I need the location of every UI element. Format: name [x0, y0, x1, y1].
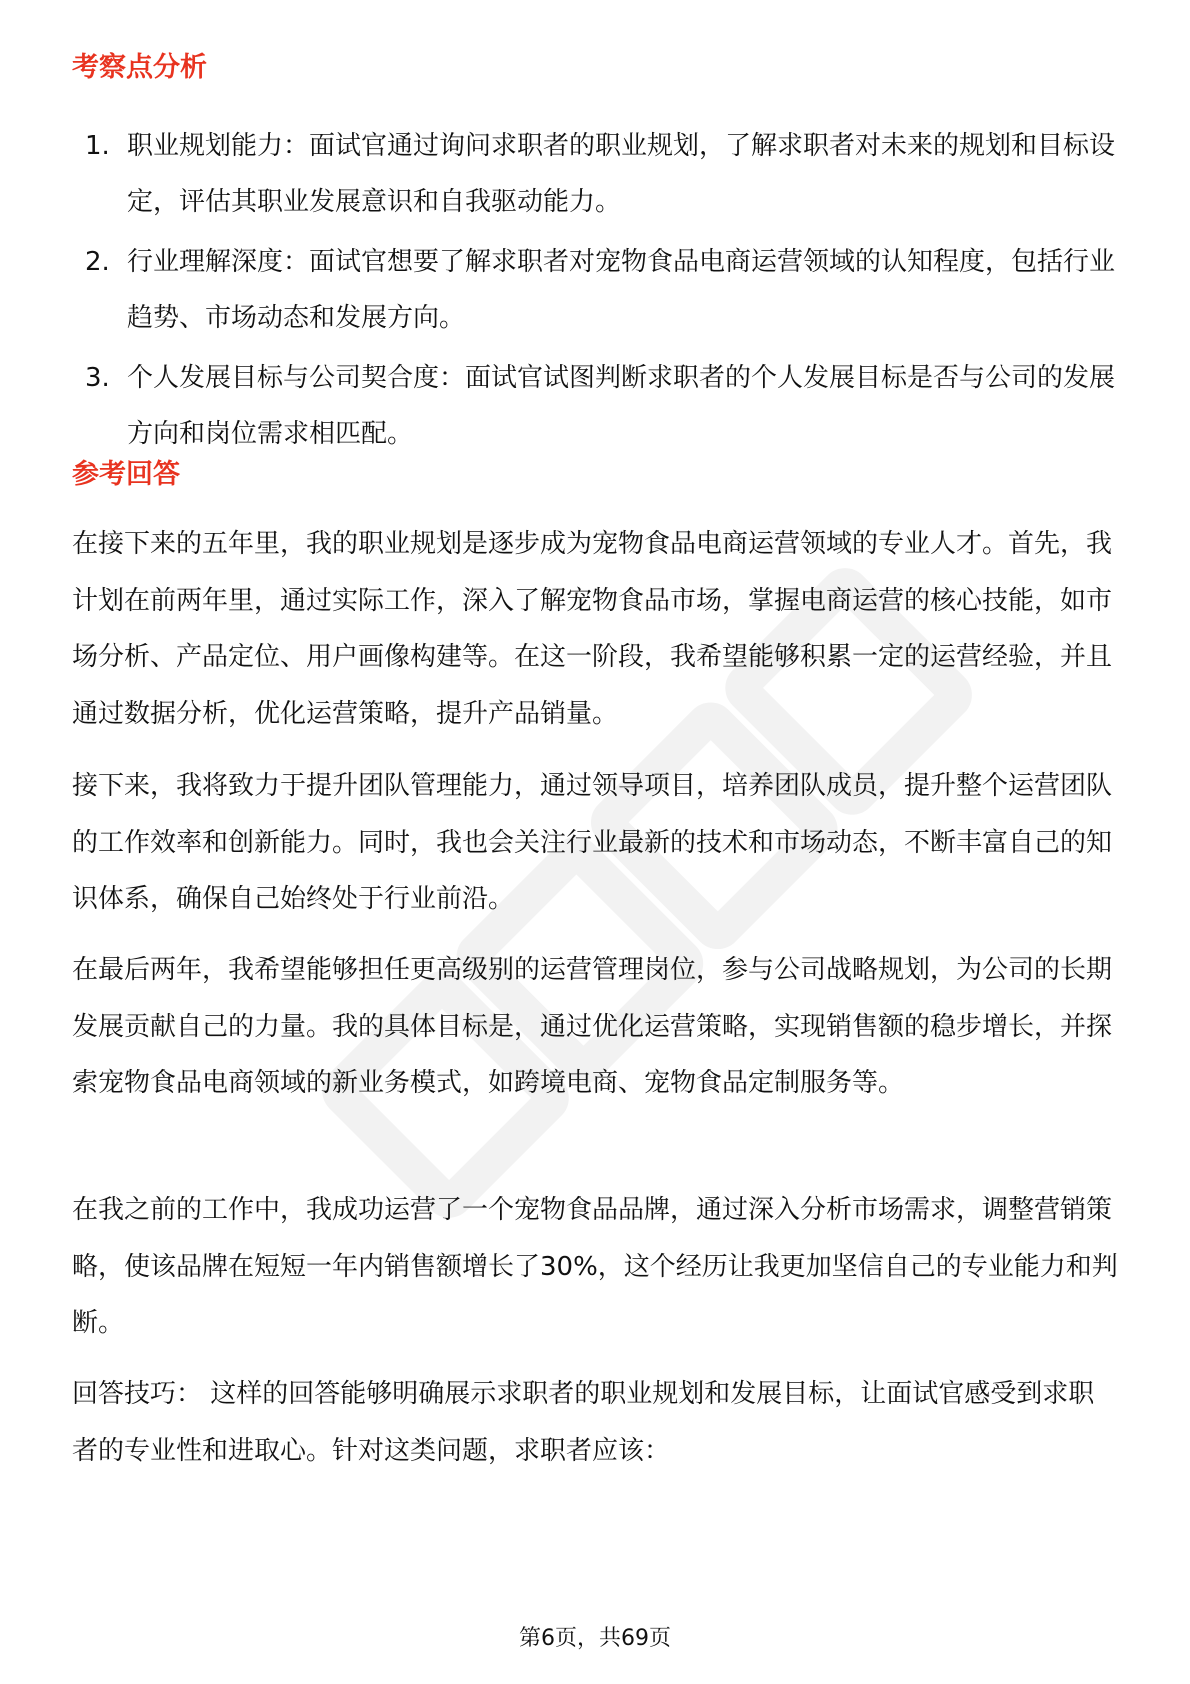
answer-section-title: 参考回答	[72, 459, 180, 490]
answer-paragraph: 接下来，我将致力于提升团队管理能力，通过领导项目，培养团队成员，提升整个运营团队的工作效率和创新能力。同时，我也会关注行业最新的技术和市场动态，不断丰富自己的知识体系，确保自己始终处于行业前沿。	[72, 771, 1113, 914]
answer-paragraph: 在最后两年，我希望能够担任更高级别的运营管理岗位，参与公司战略规划，为公司的长期发展贡献自己的力量。我的具体目标是，通过优化运营策略，实现销售额的稳步增长，并探索宠物食品电商领域的新业务模式，如跨境电商、宠物食品定制服务等。	[72, 955, 1113, 1098]
answer-paragraph: 在我之前的工作中，我成功运营了一个宠物食品品牌，通过深入分析市场需求，调整营销策略，使该品牌在短短一年内销售额增长了30%，这个经历让我更加坚信自己的专业能力和判断。	[72, 1195, 1118, 1338]
list-item	[85, 350, 1125, 462]
list-item-number: 3.	[85, 363, 110, 393]
list-item	[85, 118, 1125, 230]
list-item-text: 行业理解深度：面试官想要了解求职者对宠物食品电商运营领域的认知程度，包括行业趋势、市场动态和发展方向。	[127, 247, 1116, 333]
list-item-text: 职业规划能力：面试官通过询问求职者的职业规划，了解求职者对未来的规划和目标设定，评估其职业发展意识和自我驱动能力。	[127, 131, 1116, 217]
list-item	[85, 234, 1125, 346]
list-item-number: 1.	[85, 131, 110, 161]
page-number: 第6页，共69页	[519, 1626, 671, 1651]
answer-paragraph: 在接下来的五年里，我的职业规划是逐步成为宠物食品电商运营领域的专业人才。首先，我计划在前两年里，通过实际工作，深入了解宠物食品市场，掌握电商运营的核心技能，如市场分析、产品定位、用户画像构建等。在这一阶段，我希望能够积累一定的运营经验，并且通过数据分析，优化运营策略，提升产品销量。	[72, 529, 1113, 729]
answer-tips-paragraph: 回答技巧： 这样的回答能够明确展示求职者的职业规划和发展目标，让面试官感受到求职者的专业性和进取心。针对这类问题，求职者应该：	[72, 1379, 1095, 1466]
analysis-list	[85, 118, 1125, 466]
list-item-text: 个人发展目标与公司契合度：面试官试图判断求职者的个人发展目标是否与公司的发展方向和岗位需求相匹配。	[127, 363, 1116, 449]
list-item-number: 2.	[85, 247, 110, 277]
analysis-section-title: 考察点分析	[72, 52, 207, 83]
